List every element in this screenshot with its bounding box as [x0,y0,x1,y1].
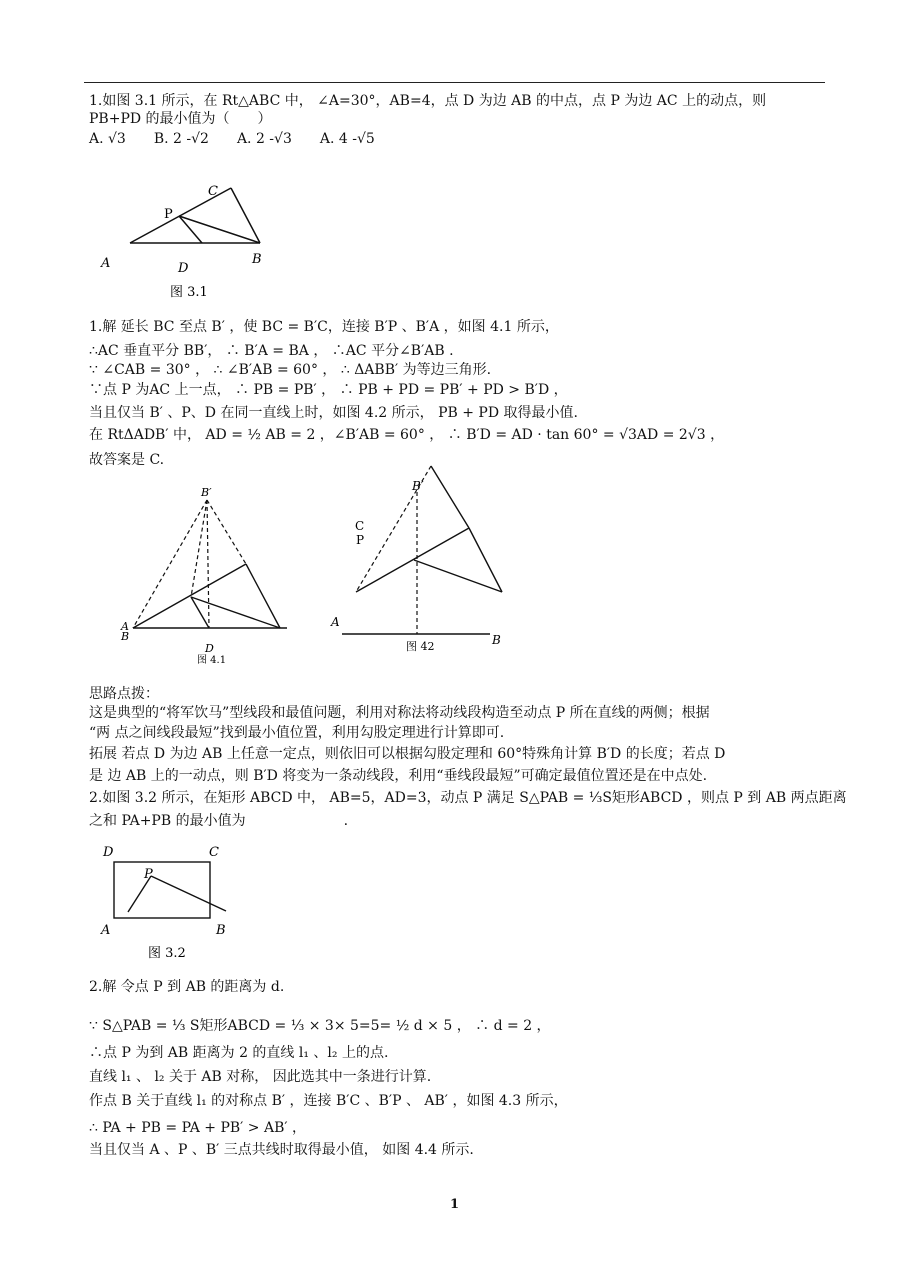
extension-line-1: 拓展 若点 D 为边 AB 上任意一定点，则依旧可以根据勾股定理和 60°特殊角计算 B′D 的长度；若点 D [89,746,726,762]
question-2-text-cont: 之和 PA+PB 的最小值为 . [89,813,349,829]
tips-line-1: 这是典型的“将军饮马”型线段和最值问题，利用对称法将动线段构造至动点 P 所在直线的两侧；根据 [89,705,710,721]
solution-1-line-2: ∴AC 垂直平分 BB′， ∴ B′A = BA ， ∴AC 平分∠B′AB . [89,343,454,359]
label-C: C [355,519,365,533]
label-D: D [205,642,214,655]
label-D: D [103,845,114,860]
solution-1-line-6: 在 RtΔADB′ 中， AD = ½ AB = 2 ，∠B′AB = 60° ， ∴ B′D = AD · tan 60° = √3AD = 2√3 ， [89,427,725,443]
solution-1-line-3: ∵ ∠CAB = 30° ， ∴ ∠B′AB = 60° ， ∴ ΔABB′ 为等边三角形. [89,362,492,378]
label-A: A [121,620,129,633]
label-P: P [144,867,153,882]
solution-2-line-5: 作点 B 关于直线 l₁ 的对称点 B′ ，连接 B′C 、B′P 、 AB′ ，如图 4.3 所示， [89,1093,568,1109]
solution-1-line-4: ∵点 P 为AC 上一点， ∴ PB = PB′ ， ∴ PB + PD = PB′ + PD > B′D ， [89,382,568,398]
solution-2-line-6: ∴ PA + PB = PA + PB′ > AB′ ， [89,1120,306,1136]
solution-2-line-2: ∵ S△PAB = ⅓ S矩形ABCD = ⅓ × 3× 5=5= ½ d × 5 ， ∴ d = 2 ， [89,1018,551,1034]
tips-line-2: “两 点之间线段最短”找到最小值位置，利用勾股定理进行计算即可. [89,725,505,741]
question-2-text: 2.如图 3.2 所示，在矩形 ABCD 中， AB=5，AD=3，动点 P 满足 S△PAB = ⅓S矩形ABCD ，则点 P 到 AB 两点距离 [89,790,847,806]
header-rule [84,82,825,83]
figure-4-2-caption: 图 42 [406,640,435,653]
label-B-prime: B′ [412,479,424,493]
figure-3-2 [96,840,246,965]
figure-3-1-caption: 图 3.1 [170,285,208,300]
label-A: A [101,256,111,271]
label-B: B [216,923,226,938]
question-1-text: 1.如图 3.1 所示，在 Rt△ABC 中， ∠A=30°，AB=4，点 D 为边 AB 的中点，点 P 为边 AC 上的动点，则 [89,93,767,109]
solution-1-line-5: 当且仅当 B′ 、P、D 在同一直线上时，如图 4.2 所示， PB + PD 取得最小值. [89,405,578,421]
extension-line-2: 是 边 AB 上的一动点，则 B′D 将变为一条动线段，利用“垂线段最短”可确定最值位置还是在中点处. [89,768,708,784]
solution-1-line-1: 1.解 延长 BC 至点 B′ ，使 BC = B′C，连接 B′P 、B′A ，如图 4.1 所示， [89,319,559,335]
figure-4-1-caption: 图 4.1 [197,655,227,666]
solution-2-line-3: ∴点 P 为到 AB 距离为 2 的直线 l₁ 、l₂ 上的点. [89,1045,389,1061]
question-1-options: A. √3 B. 2 -√2 A. 2 -√3 A. 4 -√5 [89,131,375,147]
label-A: A [101,923,111,938]
solution-1-line-7: 故答案是 C. [89,452,165,468]
solution-2-line-4: 直线 l₁ 、 l₂ 关于 AB 对称， 因此选其中一条进行计算. [89,1069,432,1085]
tips-heading: 思路点拨： [89,686,159,702]
label-P: P [356,533,365,547]
label-D: D [178,261,189,276]
label-C: C [209,845,219,860]
figure-4-2 [326,462,516,657]
question-1-text-cont: PB+PD 的最小值为（ ） [89,111,272,127]
solution-2-line-7: 当且仅当 A 、P 、B′ 三点共线时取得最小值， 如图 4.4 所示. [89,1142,474,1158]
page-number: 1 [449,1197,460,1212]
label-B: B [121,630,130,643]
figure-4-1 [115,480,305,670]
label-P: P [164,207,173,222]
label-A: A [331,615,340,629]
figure-3-1 [96,180,286,305]
label-B-prime: B′ [201,486,212,499]
label-B: B [492,633,501,647]
solution-2-line-1: 2.解 令点 P 到 AB 的距离为 d. [89,979,285,995]
label-B: B [252,252,262,267]
label-C: C [208,184,218,199]
figure-3-2-caption: 图 3.2 [148,946,186,961]
